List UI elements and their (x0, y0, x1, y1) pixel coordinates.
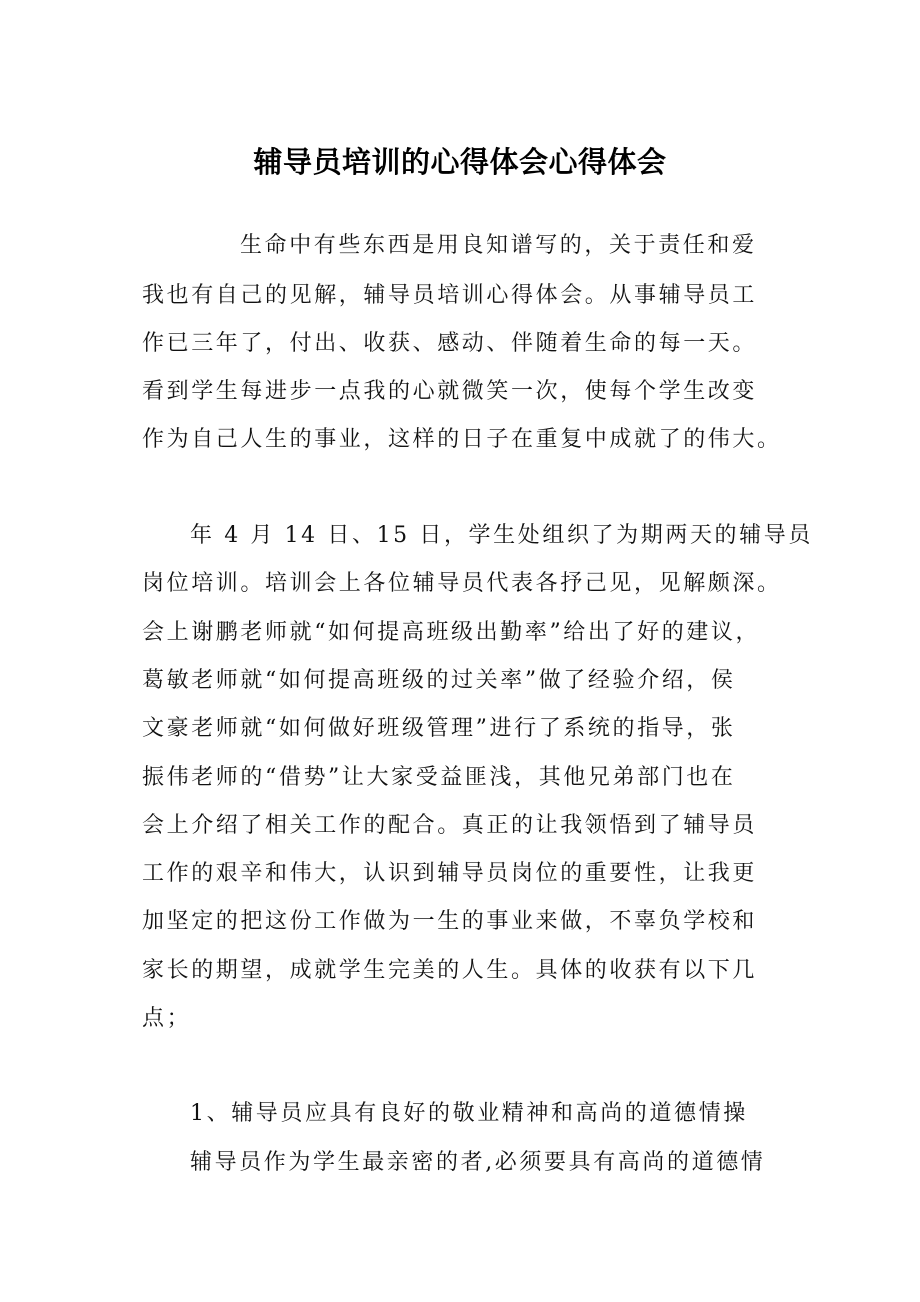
intro-line-4: 看到学生每进步一点我的心就微笑一次，使每个学生改变 (142, 379, 758, 404)
training-line-4: 葛敏老师就“如何提高班级的过关率”做了经验介绍，侯 (142, 668, 736, 693)
intro-line-3: 作已三年了，付出、收获、感动、伴随着生命的每一天。 (142, 331, 758, 356)
training-line-10: 家长的期望，成就学生完美的人生。具体的收获有以下几 (142, 958, 758, 983)
training-line-7: 会上介绍了相关工作的配合。真正的让我领悟到了辅导员 (142, 813, 758, 838)
training-line-2: 岗位培训。培训会上各位辅导员代表各抒己见，见解颇深。 (142, 571, 782, 596)
training-line-8: 工作的艰辛和伟大，认识到辅导员岗位的重要性，让我更 (142, 861, 758, 886)
intro-line-2: 我也有自己的见解，辅导员培训心得体会。从事辅导员工 (142, 283, 758, 308)
document-title: 辅导员培训的心得体会心得体会 (253, 145, 667, 179)
intro-line-1: 生命中有些东西是用良知谱写的，关于责任和爱 (240, 233, 757, 258)
intro-line-5: 作为自己人生的事业，这样的日子在重复中成就了的伟大。 (142, 427, 782, 452)
point-1-heading: 1、辅导员应具有良好的敬业精神和高尚的道德情操 (190, 1101, 748, 1126)
training-line-11: 点； (142, 1006, 192, 1031)
training-line-9: 加坚定的把这份工作做为一生的事业来做，不辜负学校和 (142, 909, 758, 934)
training-line-1: 年 4 月 14 日、15 日，学生处组织了为期两天的辅导员 (190, 523, 813, 548)
training-line-3: 会上谢鹏老师就“如何提高班级出勤率”给出了好的建议， (142, 620, 761, 645)
point-1-line-1: 辅导员作为学生最亲密的者,必须要具有高尚的道德情 (190, 1150, 766, 1175)
training-line-6: 振伟老师的“借势”让大家受益匪浅，其他兄弟部门也在 (142, 765, 736, 790)
training-line-5: 文豪老师就“如何做好班级管理”进行了系统的指导，张 (142, 716, 736, 741)
